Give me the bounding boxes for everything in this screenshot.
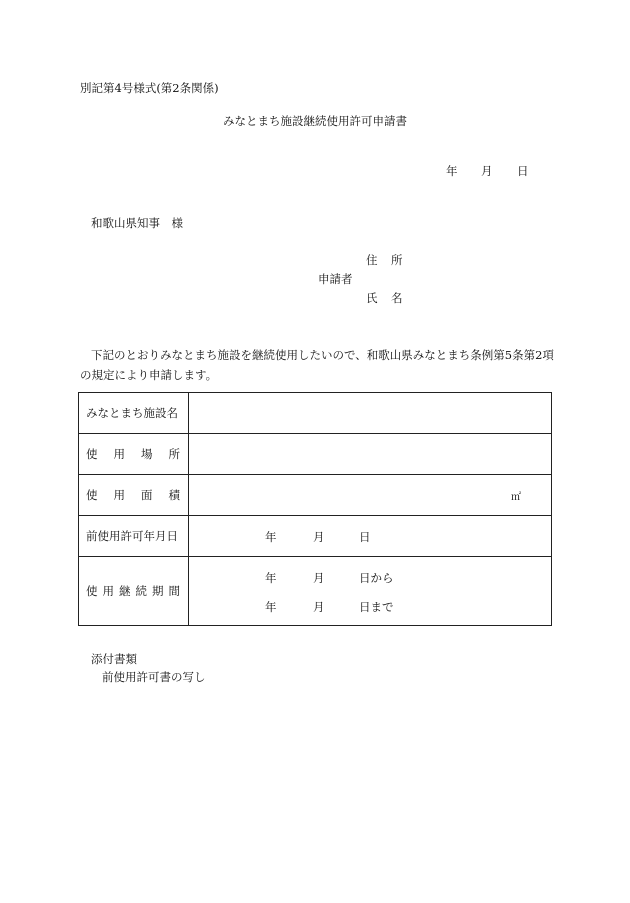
attachments-title: 添付書類 (91, 652, 137, 666)
prev-permit-date-field[interactable] (189, 516, 552, 557)
period-start-day-label: 日から (359, 571, 394, 585)
place-field[interactable] (189, 434, 552, 475)
area-unit: ㎡ (511, 492, 521, 503)
table-row-prev-permit-date (79, 516, 552, 557)
area-label-char: 面 (141, 488, 153, 502)
area-field[interactable] (189, 475, 552, 516)
place-label (79, 434, 189, 475)
period-end-day-label: 日まで (359, 600, 394, 614)
area-label-char: 積 (168, 488, 180, 502)
table-row-place (79, 434, 552, 475)
period-label-char: 用 (102, 584, 114, 598)
place-label-char: 使 (86, 447, 98, 461)
table-row-period (79, 557, 552, 626)
period-label-char: 使 (86, 584, 98, 598)
period-end-month-label: 月 (313, 600, 325, 614)
place-label-char: 用 (113, 447, 125, 461)
form-title: みなとまち施設継続使用許可申請書 (223, 114, 407, 128)
period-start-month-label: 月 (313, 571, 325, 585)
area-label-char: 使 (86, 488, 98, 502)
date-day-label: 日 (517, 164, 529, 178)
applicant-address-label-char-2: 所 (391, 253, 403, 267)
date-month-label: 月 (481, 164, 493, 178)
period-label-char: 続 (135, 584, 147, 598)
prev-permit-date-label: 前使用許可年月日 (79, 516, 189, 557)
facility-name-label: みなとまち施設名 (79, 393, 189, 434)
application-table (78, 392, 552, 626)
period-label-char: 期 (152, 584, 164, 598)
prev-permit-day-label: 日 (359, 530, 371, 544)
prev-permit-month-label: 月 (313, 530, 325, 544)
prev-permit-year-label: 年 (265, 530, 277, 544)
area-label (79, 475, 189, 516)
addressee: 和歌山県知事 様 (91, 216, 183, 230)
applicant-name-label-char-2: 名 (391, 291, 403, 305)
place-label-char: 場 (141, 447, 153, 461)
form-number: 別記第4号様式(第2条関係) (80, 81, 219, 95)
period-end-year-label: 年 (265, 600, 277, 614)
period-label-char: 間 (168, 584, 180, 598)
attachments-item: 前使用許可書の写し (102, 670, 206, 684)
period-label (79, 557, 189, 626)
applicant-label: 申請者 (318, 272, 353, 286)
period-start-year-label: 年 (265, 571, 277, 585)
place-label-char: 所 (168, 447, 180, 461)
applicant-name-label-char-1: 氏 (366, 291, 378, 305)
body-paragraph: 下記のとおりみなとまち施設を継続使用したいので、和歌山県みなとまち条例第5条第2項の規定により申請します。 (80, 348, 554, 382)
area-label-char: 用 (113, 488, 125, 502)
table-row-area (79, 475, 552, 516)
period-label-char: 継 (119, 584, 131, 598)
table-row-facility-name (79, 393, 552, 434)
applicant-address-label-char-1: 住 (366, 253, 378, 267)
period-field[interactable] (189, 557, 552, 626)
facility-name-field[interactable] (189, 393, 552, 434)
date-year-label: 年 (446, 164, 458, 178)
